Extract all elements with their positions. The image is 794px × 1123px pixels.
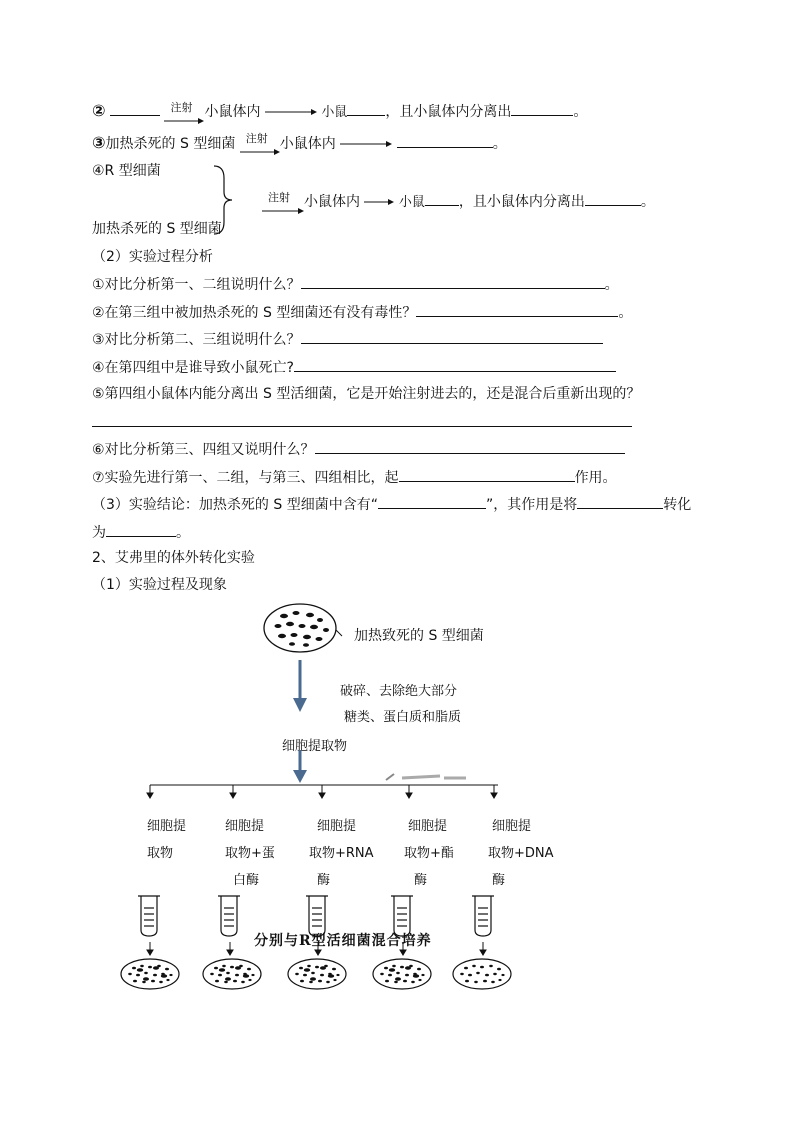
group-label [225, 813, 275, 894]
row2-tail: ，且小鼠体内分离出 [385, 104, 512, 120]
group-label-line: 取物+DNA [488, 846, 554, 861]
inject-label: 注射 [268, 191, 290, 204]
conclusion-line-1 [92, 493, 691, 516]
inject-arrow [262, 191, 304, 214]
group-label [404, 813, 454, 894]
row-3 [92, 132, 507, 155]
inject-arrow [240, 132, 280, 155]
question-5 [92, 383, 640, 405]
row2-blank-2[interactable] [347, 100, 385, 116]
row4-in-mouse: 小鼠体内 [304, 194, 360, 210]
culture-dish-icon [288, 959, 346, 989]
row4-blank-2[interactable] [585, 190, 641, 206]
conclusion-b: ”，其作用是将 [485, 497, 578, 513]
culture-dish-icon [453, 959, 511, 989]
group-label-line: 取物+RNA [309, 846, 374, 861]
group-label [488, 813, 554, 894]
question-2-end: 。 [618, 305, 633, 321]
section2-subheading: （1）实验过程及现象 [92, 577, 227, 593]
group-label-line: 取物 [147, 846, 174, 861]
inject-label: 注射 [245, 132, 268, 145]
answer-3[interactable] [301, 328, 603, 344]
row2-in-mouse: 小鼠体内 [204, 104, 261, 120]
row3-blank[interactable] [397, 132, 493, 148]
question-1-text: ①对比分析第一、二组说明什么？ [92, 277, 301, 293]
dish-label: 加热致死的 S 型细菌 [354, 628, 484, 644]
test-tube-icon [138, 896, 160, 936]
question-2 [92, 301, 632, 324]
result-dishes [118, 956, 518, 992]
question-4-text: ④在第四组中是谁导致小鼠死亡? [92, 360, 294, 376]
question-1 [92, 273, 619, 296]
group-label-line: 白酶 [233, 873, 260, 888]
conclusion-blank-3[interactable] [106, 521, 176, 537]
row4-tail: ，且小鼠体内分离出 [458, 194, 585, 210]
row2-blank-1[interactable] [110, 100, 160, 116]
answer-5[interactable] [92, 426, 632, 427]
row2-end: 。 [573, 104, 588, 120]
answer-7[interactable] [399, 466, 575, 482]
section2-title: 2、艾弗里的体外转化实验 [92, 550, 255, 566]
row3-text: 加热杀死的 S 型细菌 [105, 136, 236, 152]
conclusion-c: 转化 [663, 497, 692, 513]
row3-number: ③ [92, 133, 106, 152]
test-tube-icon [472, 896, 494, 936]
culture-text: 分别与R型活细菌混合培养 [254, 933, 432, 949]
group-label-line: 细胞提 [408, 819, 448, 834]
row4-blank-1[interactable] [425, 190, 459, 206]
question-7-text-a: ⑦实验先进行第一、二组，与第三、四组相比，起 [92, 470, 399, 486]
conclusion-line-2 [92, 521, 190, 544]
question-1-end: 。 [604, 277, 619, 293]
inject-arrow [164, 101, 204, 124]
row2-blank-3[interactable] [511, 100, 573, 116]
group-label-line: 酶 [414, 873, 428, 888]
row4-end: 。 [640, 194, 655, 210]
row4-mouse: 小鼠 [398, 195, 425, 210]
group-label-line: 细胞提 [147, 819, 187, 834]
row3-in-mouse: 小鼠体内 [279, 136, 336, 152]
answer-2[interactable] [416, 301, 618, 317]
row2-mouse: 小鼠 [321, 105, 348, 120]
question-3-text: ③对比分析第二、三组说明什么？ [92, 332, 301, 348]
row4-label-a: ④R 型细菌 [92, 163, 161, 179]
group-label-line: 酶 [492, 873, 506, 888]
cell-extract-label: 细胞提取物 [282, 739, 348, 754]
conclusion-e: 。 [176, 525, 190, 541]
group-label-line: 取物+蛋 [225, 846, 275, 861]
group-label-line: 细胞提 [317, 819, 357, 834]
question-3 [92, 328, 603, 351]
row-4 [262, 190, 655, 214]
step-text-1: 破碎、去除绝大部分 [340, 684, 458, 699]
group-label-line: 取物+酯 [404, 846, 454, 861]
dash-arrow-icon [265, 107, 317, 117]
inject-label: 注射 [170, 101, 193, 114]
test-tube-icon [218, 896, 240, 936]
answer-4[interactable] [294, 356, 616, 372]
step-text-2: 糖类、蛋白质和脂质 [344, 710, 462, 725]
branch-lines [140, 770, 520, 800]
conclusion-d: 为 [92, 525, 106, 541]
answer-1[interactable] [301, 273, 605, 289]
row3-end: 。 [492, 136, 507, 152]
group-label-line: 细胞提 [225, 819, 265, 834]
conclusion-a: （3）实验结论：加热杀死的 S 型细菌中含有“ [92, 497, 378, 513]
culture-dish-icon [373, 959, 431, 989]
row4-label-b: 加热杀死的 S 型细菌 [92, 221, 222, 237]
brace-icon [212, 164, 234, 236]
group-label [309, 813, 374, 894]
analysis-heading: （2）实验过程分析 [92, 249, 213, 265]
dash-arrow-icon [364, 197, 394, 207]
s-bacteria-dish [262, 602, 344, 658]
question-7 [92, 466, 617, 489]
dash-arrow-icon [340, 139, 392, 149]
question-2-text: ②在第三组中被加热杀死的 S 型细菌还有没有毒性？ [92, 305, 417, 321]
conclusion-blank-1[interactable] [378, 493, 486, 509]
group-label-line: 细胞提 [492, 819, 532, 834]
question-4 [92, 356, 616, 379]
question-6-text: ⑥对比分析第三、四组又说明什么？ [92, 442, 315, 458]
down-arrow-icon [290, 660, 310, 714]
question-6 [92, 438, 625, 461]
group-label-line: 酶 [317, 873, 331, 888]
group-label [147, 813, 186, 867]
row-2 [92, 100, 587, 124]
culture-dish-icon [121, 959, 179, 989]
question-7-text-b: 作用。 [574, 470, 617, 486]
row2-number: ② [92, 101, 106, 120]
conclusion-blank-2[interactable] [577, 493, 663, 509]
answer-6[interactable] [315, 438, 625, 454]
culture-dish-icon [203, 959, 261, 989]
question-5-text: ⑤第四组小鼠体内能分离出 S 型活细菌，它是开始注射进去的，还是混合后重新出现的？ [92, 386, 641, 402]
